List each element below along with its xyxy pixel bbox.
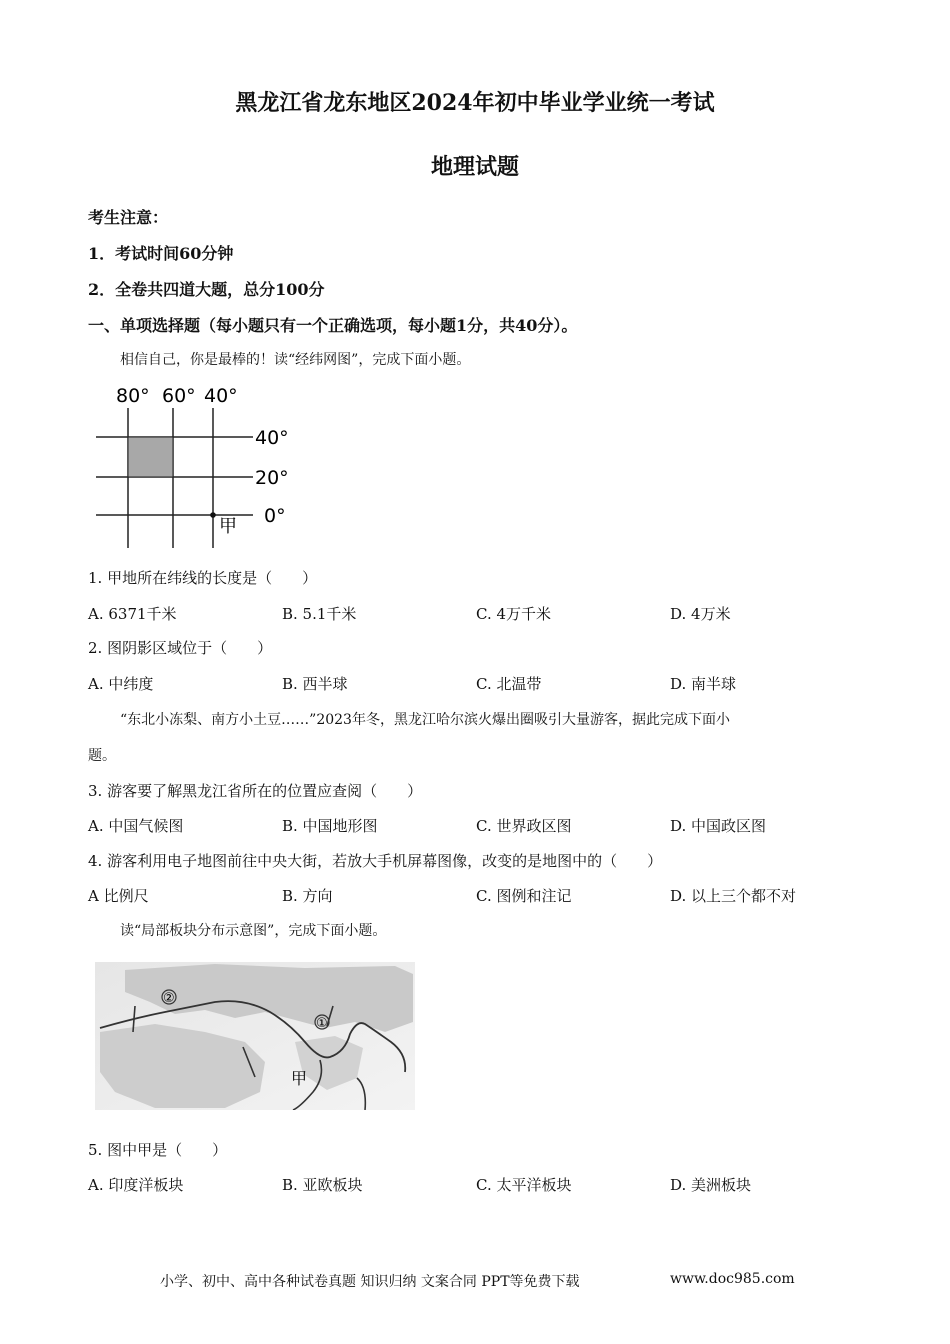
point-jia [210, 512, 216, 518]
option-c: C. 世界政区图 [476, 817, 572, 835]
notice-item: 2．全卷共四道大题，总分100分 [88, 280, 325, 299]
option-d: D. 以上三个都不对 [670, 887, 797, 905]
option-d: D. 美洲板块 [670, 1176, 752, 1194]
option-b: B. 西半球 [282, 675, 348, 693]
option-a: A 比例尺 [88, 887, 149, 905]
option-d: D. 4万米 [670, 605, 731, 623]
section-heading: 一、单项选择题（每小题只有一个正确选项，每小题1分，共40分）。 [88, 316, 578, 335]
question-stem: 3. 游客要了解黑龙江省所在的位置应查阅（ ） [88, 782, 423, 800]
question-stem: 2. 图阴影区域位于（ ） [88, 639, 273, 657]
option-a: A. 6371千米 [88, 605, 177, 623]
plate-label: ② [163, 991, 175, 1006]
plate-map-figure [95, 962, 415, 1110]
lat-label: 20° [255, 467, 289, 489]
question-stem: 4. 游客利用电子地图前往中央大街，若放大手机屏幕图像，改变的是地图中的（ ） [88, 852, 663, 870]
question-stem: 5. 图中甲是（ ） [88, 1141, 228, 1159]
point-label: 甲 [219, 516, 237, 537]
option-c: C. 图例和注记 [476, 887, 572, 905]
option-c: C. 太平洋板块 [476, 1176, 572, 1194]
option-a: A. 中国气候图 [88, 817, 184, 835]
option-b: B. 5.1千米 [282, 605, 357, 623]
option-b: B. 亚欧板块 [282, 1176, 363, 1194]
option-a: A. 中纬度 [88, 675, 154, 693]
option-a: A. 印度洋板块 [88, 1176, 184, 1194]
lat-label: 0° [264, 505, 286, 527]
option-b: B. 方向 [282, 887, 333, 905]
shaded-region [128, 437, 173, 477]
option-d: D. 南半球 [670, 675, 737, 693]
question-stem: 1. 甲地所在纬线的长度是（ ） [88, 569, 318, 587]
intro-paragraph: “东北小冻梨、南方小土豆……”2023年冬，黑龙江哈尔滨火爆出圈吸引大量游客，据此完成下面小 [120, 712, 730, 728]
option-d: D. 中国政区图 [670, 817, 767, 835]
intro-paragraph: 读“局部板块分布示意图”，完成下面小题。 [120, 923, 387, 939]
notice-heading: 考生注意： [88, 208, 169, 227]
lon-label: 40° [204, 385, 238, 407]
intro-paragraph: 相信自己，你是最棒的！读“经纬网图”，完成下面小题。 [120, 352, 471, 368]
option-b: B. 中国地形图 [282, 817, 378, 835]
exam-subtitle: 地理试题 [430, 154, 519, 180]
plate-label: ① [316, 1016, 328, 1031]
option-c: C. 4万千米 [476, 605, 552, 623]
notice-item: 1．考试时间60分钟 [88, 244, 234, 263]
lat-label: 40° [255, 427, 289, 449]
plate-label: 甲 [291, 1069, 308, 1088]
option-c: C. 北温带 [476, 675, 542, 693]
intro-paragraph-cont: 题。 [88, 748, 116, 764]
footer-url[interactable]: www.doc985.com [670, 1271, 795, 1287]
footer-text: 小学、初中、高中各种试卷真题 知识归纳 文案合同 PPT等免费下载 [160, 1274, 580, 1290]
lon-label: 80° [116, 385, 150, 407]
lat-lon-grid-figure [88, 378, 318, 550]
exam-title: 黑龙江省龙东地区2024年初中毕业学业统一考试 [235, 90, 715, 116]
lon-label: 60° [162, 385, 196, 407]
